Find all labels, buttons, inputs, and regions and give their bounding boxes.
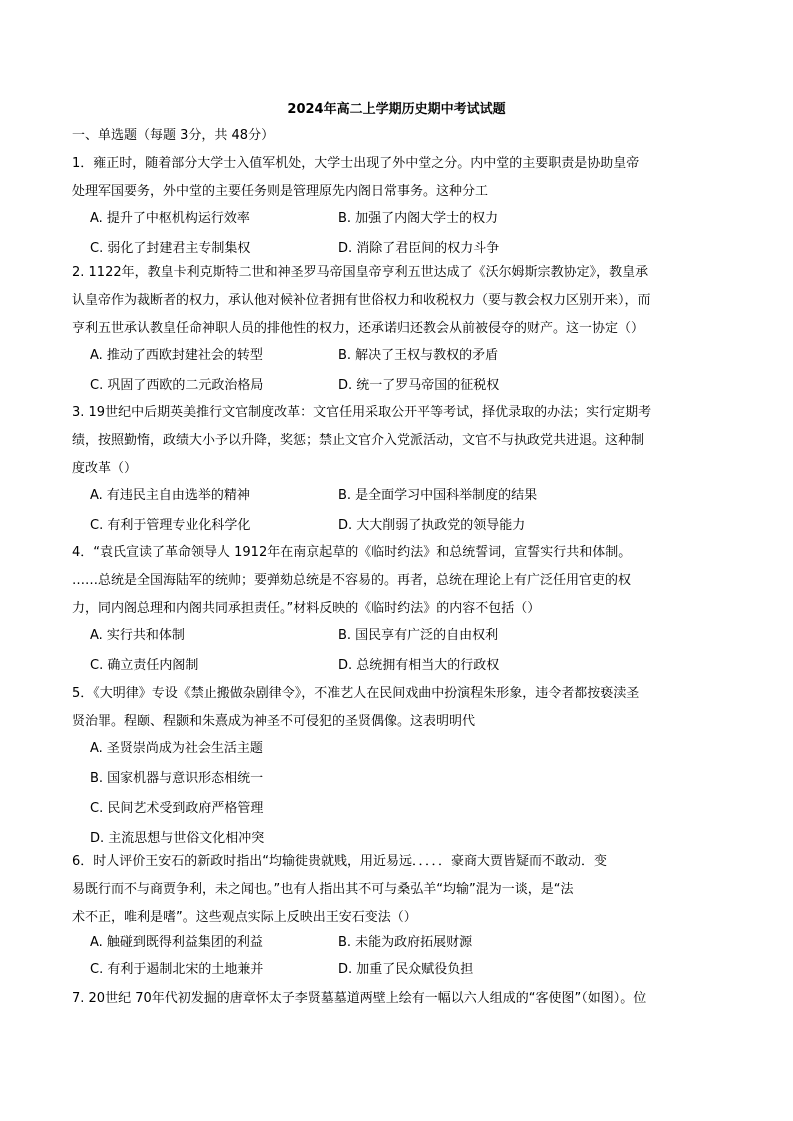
option-b: B. 是全面学习中国科举制度的结果	[338, 488, 538, 503]
question-text-line: 5．《大明律》专设《禁止搬做杂剧律令》，不准艺人在民间戏曲中扮演程朱形象，违令者都按亵渎圣	[72, 686, 640, 701]
option-c: C. 民间艺术受到政府严格管理	[90, 801, 264, 816]
question-6-options	[90, 930, 730, 984]
question-text-line: 贤治罪。程颐、程颢和朱熹成为神圣不可侵犯的圣贤偶像。这表明明代	[72, 714, 476, 729]
question-text-line: 绩，按照勤惰，政绩大小予以升降，奖惩；禁止文官介入党派活动，文官不与执政党共进退。这种制	[72, 433, 645, 448]
option-d: D. 主流思想与世俗文化相冲突	[90, 831, 265, 846]
option-d: D. 加重了民众赋役负担	[338, 962, 474, 977]
option-d: D. 消除了君臣间的权力斗争	[338, 241, 500, 256]
question-5	[72, 680, 722, 736]
question-text-line: 易既行而不与商贾争利，未之闻也。”也有人指出其不可与桑弘羊“均输”混为一谈，是“法	[72, 882, 574, 897]
option-a: A. 推动了西欧封建社会的转型	[90, 348, 263, 363]
question-3-options	[90, 481, 730, 541]
section-heading: 一、单选题（每题 3分，共 48分）	[72, 128, 275, 143]
question-text-line: 度改革（）	[72, 461, 138, 476]
option-c: C. 有利于管理专业化科学化	[90, 518, 251, 533]
question-2-options	[90, 341, 730, 401]
option-a: A. 实行共和体制	[90, 628, 185, 643]
question-text-line: 处理军国要务，外中堂的主要任务则是管理原先内阁日常事务。这种分工	[72, 184, 489, 199]
question-text-line: 亨利五世承认教皇任命神职人员的排他性的权力，还承诺归还教会从前被侵夺的财产。这一协定（）	[72, 321, 645, 336]
question-text-line: 认皇帝作为裁断者的权力，承认他对候补位者拥有世俗权力和收税权力（要与教会权力区别开来），而	[72, 293, 651, 308]
question-text-line: 7. 20世纪 70年代初发掘的唐章怀太子李贤墓墓道两壁上绘有一幅以六人组成的“客使图”（如图）。位	[72, 991, 647, 1006]
question-1	[72, 150, 722, 206]
option-b: B. 解决了王权与教权的矛盾	[338, 348, 499, 363]
exam-title: 2024年高二上学期历史期中考试试题	[287, 102, 506, 117]
option-a: A. 圣贤崇尚成为社会生活主题	[90, 741, 263, 756]
question-text-line: 1．雍正时，随着部分大学士入值军机处，大学士出现了外中堂之分。内中堂的主要职责是协助皇帝	[72, 156, 640, 171]
option-c: C. 有利于遏制北宋的土地兼并	[90, 962, 264, 977]
question-text-line: 2. 1122年，教皇卡利克斯特二世和神圣罗马帝国皇帝亨利五世达成了《沃尔姆斯宗教协定》，教皇承	[72, 265, 649, 280]
option-b: B. 国民享有广泛的自由权利	[338, 628, 499, 643]
option-b: B. 加强了内阁大学士的权力	[338, 211, 499, 226]
option-a: A. 有违民主自由选举的精神	[90, 488, 250, 503]
option-a: A. 触碰到既得利益集团的利益	[90, 935, 263, 950]
question-text-line: ……总统是全国海陆军的统帅；要弹劾总统是不容易的。再者，总统在理论上有广泛任用官吏的权	[72, 573, 632, 588]
question-text-line: 力，同内阁总理和内阁共同承担责任。”材料反映的《临时约法》的内容不包括（）	[72, 601, 541, 616]
question-4	[72, 539, 722, 623]
question-2	[72, 259, 722, 343]
question-text-line: 术不正，唯利是嗜”。这些观点实际上反映出王安石变法（）	[72, 910, 417, 925]
question-text-line: 3. 19世纪中后期英美推行文官制度改革：文官任用采取公开平等考试，择优录取的办法；实行定期考	[72, 405, 652, 420]
option-a: A. 提升了中枢机构运行效率	[90, 211, 250, 226]
option-b: B. 未能为政府拓展财源	[338, 935, 473, 950]
option-c: C. 弱化了封建君主专制集权	[90, 241, 251, 256]
question-6	[72, 848, 722, 932]
question-text-line: 6．时人评价王安石的新政时指出“均输徙贵就贱，用近易远．．．．．豪商大贾皆疑而不敢动．变	[72, 854, 608, 869]
option-d: D. 总统拥有相当大的行政权	[338, 658, 500, 673]
option-c: C. 巩固了西欧的二元政治格局	[90, 378, 264, 393]
option-c: C. 确立责任内阁制	[90, 658, 199, 673]
question-3	[72, 399, 722, 483]
question-5-options	[90, 734, 730, 854]
question-7	[72, 985, 722, 1013]
question-4-options	[90, 621, 730, 681]
option-b: B. 国家机器与意识形态相统一	[90, 771, 264, 786]
question-text-line: 4．“袁氏宣读了革命领导人 1912年在南京起草的《临时约法》和总统誓词，宣誓实行共和体制。	[72, 545, 632, 560]
option-d: D. 统一了罗马帝国的征税权	[338, 378, 500, 393]
option-d: D. 大大削弱了执政党的领导能力	[338, 518, 526, 533]
question-1-options	[90, 204, 730, 264]
